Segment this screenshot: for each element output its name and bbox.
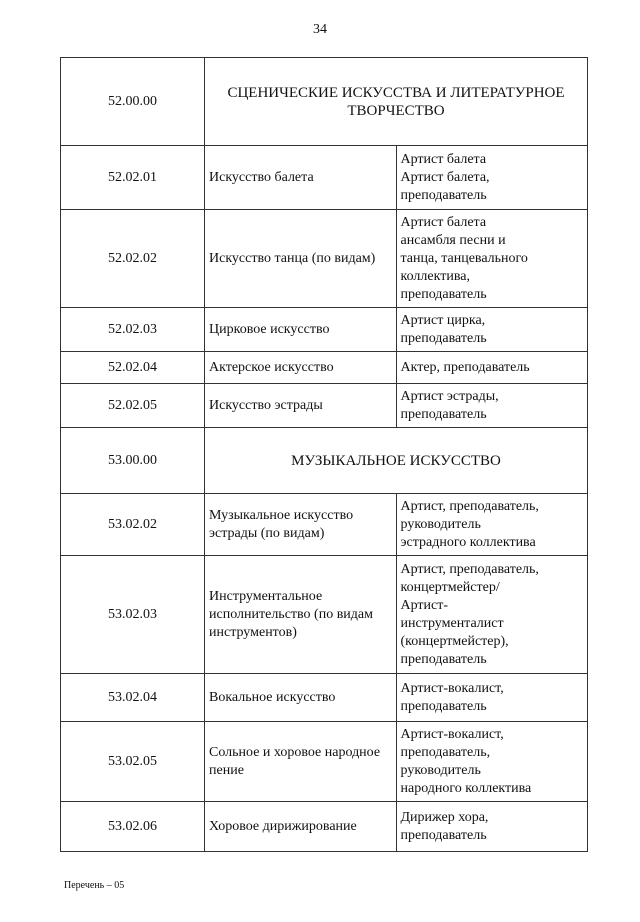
table-row	[61, 210, 588, 308]
table-row	[61, 556, 588, 674]
qualification-line: преподаватель	[400, 651, 487, 667]
code-cell: 53.00.00	[61, 428, 205, 494]
qualification-line: преподаватель	[400, 406, 487, 422]
table-row	[61, 428, 588, 494]
qualification-line: Артист, преподаватель,	[400, 498, 539, 514]
table-row	[61, 58, 588, 146]
qualification-line: эстрадного коллектива	[400, 534, 536, 550]
table-row	[61, 146, 588, 210]
table-row	[61, 384, 588, 428]
qualification-line: Артист-вокалист,	[400, 680, 504, 696]
qualification-line: концертмейстер/	[400, 579, 500, 595]
qualification-line: Артист-	[400, 597, 449, 613]
qualification-cell	[396, 802, 588, 852]
qualification-line: преподаватель	[400, 827, 487, 843]
section-title: МУЗЫКАЛЬНОЕ ИСКУССТВО	[205, 428, 588, 494]
qualification-line: Артист цирка,	[400, 312, 486, 328]
qualification-line: народного коллектива	[400, 780, 532, 796]
section-title: СЦЕНИЧЕСКИЕ ИСКУССТВА И ЛИТЕРАТУРНОЕ ТВОРЧЕСТВО	[205, 58, 588, 146]
specialty-name: Искусство балета	[205, 146, 397, 210]
specialties-table	[60, 57, 588, 852]
qualification-line: Артист эстрады,	[400, 388, 499, 404]
specialty-name: Цирковое искусство	[205, 308, 397, 352]
table-row	[61, 494, 588, 556]
page-number: 34	[313, 22, 327, 37]
qualification-line: Дирижер хора,	[400, 809, 489, 825]
code-cell: 53.02.03	[61, 556, 205, 674]
code-cell: 52.02.04	[61, 352, 205, 384]
qualification-line: преподаватель	[400, 286, 487, 302]
qualification-line: танца, танцевального	[400, 250, 528, 266]
qualification-cell	[396, 556, 588, 674]
code-cell: 53.02.04	[61, 674, 205, 722]
specialty-name: Искусство эстрады	[205, 384, 397, 428]
qualification-cell	[396, 210, 588, 308]
code-cell: 53.02.05	[61, 722, 205, 802]
specialty-name: Искусство танца (по видам)	[205, 210, 397, 308]
qualification-line: Артист-вокалист,	[400, 726, 504, 742]
qualification-line: коллектива,	[400, 268, 470, 284]
qualification-line: преподаватель	[400, 187, 487, 203]
qualification-line: инструменталист	[400, 615, 504, 631]
page-footer: Перечень – 05	[64, 880, 125, 891]
code-cell: 52.00.00	[61, 58, 205, 146]
table-row	[61, 722, 588, 802]
qualification-cell	[396, 308, 588, 352]
qualification-cell	[396, 722, 588, 802]
qualification-line: преподаватель	[400, 330, 487, 346]
specialty-name: Вокальное искусство	[205, 674, 397, 722]
qualification-cell	[396, 494, 588, 556]
qualification-line: Актер, преподаватель	[400, 359, 530, 375]
qualification-cell	[396, 146, 588, 210]
code-cell: 52.02.01	[61, 146, 205, 210]
qualification-cell	[396, 384, 588, 428]
specialty-name: Инструментальное исполнительство (по видам инструментов)	[205, 556, 397, 674]
qualification-line: Артист балета,	[400, 169, 490, 185]
qualification-line: преподаватель,	[400, 744, 491, 760]
code-cell: 52.02.02	[61, 210, 205, 308]
qualification-line: ансамбля песни и	[400, 232, 506, 248]
qualification-line: Артист, преподаватель,	[400, 561, 539, 577]
qualification-line: Артист балета	[400, 214, 487, 230]
specialty-name: Сольное и хоровое народное пение	[205, 722, 397, 802]
code-cell: 52.02.05	[61, 384, 205, 428]
qualification-line: руководитель	[400, 762, 481, 778]
qualification-cell	[396, 674, 588, 722]
table-row	[61, 352, 588, 384]
specialty-name: Хоровое дирижирование	[205, 802, 397, 852]
specialty-name: Актерское искусство	[205, 352, 397, 384]
table-row	[61, 674, 588, 722]
qualification-line: руководитель	[400, 516, 481, 532]
table-row	[61, 802, 588, 852]
qualification-line: Артист балета	[400, 151, 487, 167]
code-cell: 52.02.03	[61, 308, 205, 352]
qualification-line: (концертмейстер),	[400, 633, 509, 649]
specialty-name: Музыкальное искусство эстрады (по видам)	[205, 494, 397, 556]
code-cell: 53.02.02	[61, 494, 205, 556]
qualification-cell	[396, 352, 588, 384]
qualification-line: преподаватель	[400, 698, 487, 714]
code-cell: 53.02.06	[61, 802, 205, 852]
table-row	[61, 308, 588, 352]
